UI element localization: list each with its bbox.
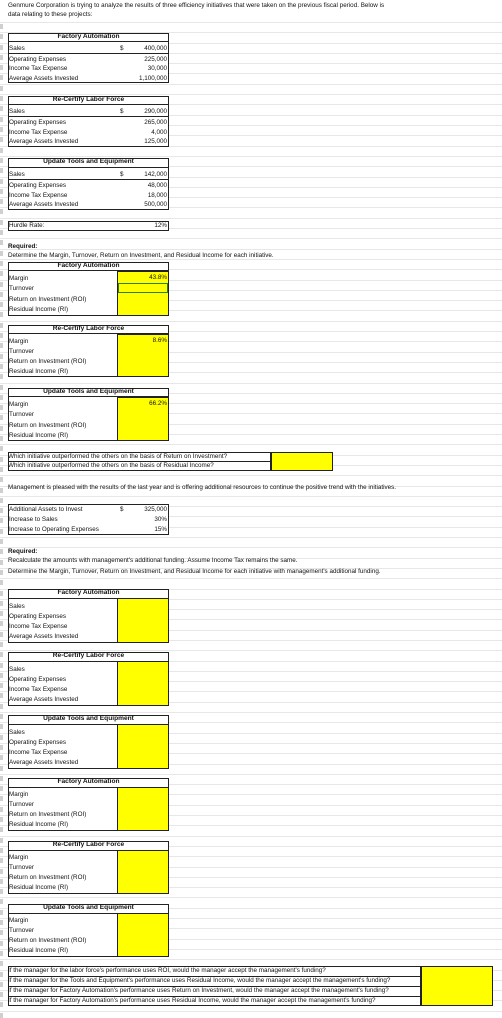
row-marker	[0, 220, 3, 225]
row-marker	[0, 333, 3, 338]
final-question-3: If the manager for Factory Automation's performance uses Return on Investment, would the manager accept the management's funding?	[8, 987, 389, 994]
average-assets-value[interactable]: 125,000	[144, 138, 167, 145]
row-marker	[0, 848, 3, 853]
income-tax-label: Income Tax Expense	[9, 65, 68, 72]
margin-label: Margin	[9, 917, 29, 924]
row-marker	[0, 75, 3, 80]
grid-line	[0, 774, 502, 775]
row-marker	[0, 889, 3, 894]
grid-line	[0, 475, 502, 476]
row-marker	[0, 55, 3, 60]
grid-line	[0, 537, 502, 538]
dollar-sign: $	[120, 108, 124, 115]
update-tools-results-header: Update Tools and Equipment	[43, 388, 134, 395]
average-assets-label: Average Assets Invested	[9, 138, 79, 145]
row-marker	[0, 591, 3, 596]
row-marker	[0, 549, 3, 554]
factory-automation-new-results-header: Factory Automation	[57, 778, 120, 785]
ri-label: Residual Income (RI)	[9, 884, 69, 891]
row-marker	[0, 539, 3, 544]
average-assets-value[interactable]: 500,000	[144, 201, 167, 208]
grid-line	[0, 259, 502, 260]
row-marker	[0, 312, 3, 317]
required-text: Determine the Margin, Turnover, Return on Investment, and Residual Income for each initiative.	[8, 252, 274, 259]
row-marker	[0, 972, 3, 977]
dollar-sign: $	[120, 506, 124, 513]
grid-line	[0, 383, 502, 384]
roi-label: Return on Investment (ROI)	[9, 296, 87, 303]
row-marker	[0, 86, 3, 91]
row-marker	[0, 34, 3, 39]
roi-label: Return on Investment (ROI)	[9, 874, 87, 881]
row-marker	[0, 117, 3, 122]
average-assets-label: Average Assets Invested	[9, 201, 79, 208]
operating-expenses-label: Operating Expenses	[9, 739, 67, 746]
grid-line	[0, 94, 502, 95]
answer-cells-factory-new-results[interactable]	[117, 787, 169, 831]
factory-automation-header: Factory Automation	[57, 33, 120, 40]
row-marker	[0, 827, 3, 832]
average-assets-label: Average Assets Invested	[9, 633, 79, 640]
turnover-label: Turnover	[9, 864, 34, 871]
row-marker	[0, 755, 3, 760]
answer-cells-update-tools-recalc[interactable]	[117, 724, 169, 769]
answer-cells-recertify-new-results[interactable]	[117, 850, 169, 894]
turnover-label: Turnover	[9, 927, 34, 934]
row-marker	[0, 405, 3, 410]
row-marker	[0, 251, 3, 256]
row-marker	[0, 899, 3, 904]
grid-line	[0, 712, 502, 713]
operating-expenses-value[interactable]: 48,000	[147, 182, 167, 189]
factory-automation-results-header: Factory Automation	[57, 262, 120, 269]
grid-line	[0, 547, 502, 548]
grid-line	[0, 249, 502, 250]
additional-assets-value[interactable]: 325,000	[144, 506, 167, 513]
row-marker	[0, 343, 3, 348]
sales-label: Sales	[9, 108, 25, 115]
row-marker	[0, 796, 3, 801]
increase-sales-value[interactable]: 30%	[154, 516, 167, 523]
grid-line	[0, 444, 502, 445]
row-marker	[0, 302, 3, 307]
grid-line	[0, 1011, 502, 1012]
income-tax-value[interactable]: 30,000	[147, 65, 167, 72]
operating-expenses-label: Operating Expenses	[9, 676, 67, 683]
row-marker	[0, 158, 3, 163]
ri-label: Residual Income (RI)	[9, 368, 69, 375]
row-marker	[0, 96, 3, 101]
answer-cells-factory-recalc[interactable]	[117, 598, 169, 643]
row-marker	[0, 982, 3, 987]
answer-cells-recertify-recalc[interactable]	[117, 661, 169, 706]
row-marker	[0, 580, 3, 585]
row-marker	[0, 704, 3, 709]
row-marker	[0, 261, 3, 266]
update-tools-new-results-header: Update Tools and Equipment	[43, 904, 134, 911]
row-marker	[0, 652, 3, 657]
row-marker	[0, 745, 3, 750]
grid-line	[0, 897, 502, 898]
ri-label: Residual Income (RI)	[9, 306, 69, 313]
row-marker	[0, 518, 3, 523]
average-assets-label: Average Assets Invested	[9, 696, 79, 703]
row-marker	[0, 560, 3, 565]
row-marker	[0, 498, 3, 503]
row-marker	[0, 621, 3, 626]
row-marker	[0, 735, 3, 740]
sales-value[interactable]: 142,000	[144, 171, 167, 178]
income-tax-label: Income Tax Expense	[9, 686, 68, 693]
margin-label: Margin	[9, 791, 29, 798]
recertify-labor-results-header: Re-Certify Labor Force	[52, 325, 125, 332]
margin-value[interactable]: 43.8%	[149, 274, 167, 281]
row-marker	[0, 354, 3, 359]
ri-label: Residual Income (RI)	[9, 432, 69, 439]
row-marker	[0, 673, 3, 678]
sales-value[interactable]: 400,000	[144, 45, 167, 52]
row-marker	[0, 786, 3, 791]
intro-line-1: Genmure Corporation is trying to analyze the results of three efficiency initiatives that were taken on the previous fiscal period. Below is	[8, 2, 385, 9]
factory-automation-recalc-header: Factory Automation	[57, 589, 120, 596]
turnover-label: Turnover	[9, 411, 34, 418]
row-marker	[0, 282, 3, 287]
row-marker	[0, 24, 3, 29]
margin-label: Margin	[9, 275, 29, 282]
row-marker	[0, 930, 3, 935]
row-marker	[0, 570, 3, 575]
row-marker	[0, 920, 3, 925]
required-2-line-2: Determine the Margin, Turnover, Return on Investment, and Residual Income for each initiative with management's additional funding.	[8, 568, 381, 575]
row-marker	[0, 395, 3, 400]
row-marker	[0, 869, 3, 874]
increase-opex-label: Increase to Operating Expenses	[9, 526, 99, 533]
operating-expenses-label: Operating Expenses	[9, 613, 67, 620]
row-marker	[0, 148, 3, 153]
row-marker	[0, 817, 3, 822]
operating-expenses-label: Operating Expenses	[9, 56, 67, 63]
row-marker	[0, 292, 3, 297]
margin-label: Margin	[9, 854, 29, 861]
row-marker	[0, 693, 3, 698]
income-tax-label: Income Tax Expense	[9, 129, 68, 136]
income-tax-label: Income Tax Expense	[9, 623, 68, 630]
roi-label: Return on Investment (ROI)	[9, 811, 87, 818]
ri-label: Residual Income (RI)	[9, 947, 69, 954]
grid-line	[0, 650, 502, 651]
row-marker	[0, 611, 3, 616]
margin-value[interactable]: 66.2%	[149, 400, 167, 407]
row-marker	[0, 45, 3, 50]
increase-sales-label: Increase to Sales	[9, 516, 58, 523]
ri-label: Residual Income (RI)	[9, 821, 69, 828]
update-tools-recalc-header: Update Tools and Equipment	[43, 715, 134, 722]
sales-label: Sales	[9, 45, 25, 52]
row-marker	[0, 961, 3, 966]
row-marker	[0, 858, 3, 863]
management-text: Management is pleased with the results of the last year and is offering additional resources to continue the positive trend with the initiatives.	[8, 484, 397, 491]
row-marker	[0, 106, 3, 111]
answer-cells-final-questions[interactable]	[421, 966, 493, 1006]
row-marker	[0, 446, 3, 451]
row-marker	[0, 168, 3, 173]
update-tools-header: Update Tools and Equipment	[43, 158, 134, 165]
row-marker	[0, 663, 3, 668]
row-marker	[0, 426, 3, 431]
row-marker	[0, 385, 3, 390]
operating-expenses-value[interactable]: 225,000	[144, 56, 167, 63]
row-marker	[0, 632, 3, 637]
answer-cells-questions[interactable]	[271, 452, 333, 471]
required-2-line-1: Recalculate the amounts with management's additional funding. Assume Income Tax remains the same.	[8, 557, 298, 564]
grid-line	[0, 218, 502, 219]
recertify-labor-recalc-header: Re-Certify Labor Force	[52, 652, 125, 659]
row-marker	[0, 374, 3, 379]
row-marker	[0, 271, 3, 276]
row-marker	[0, 838, 3, 843]
final-question-2: If the manager for the Tools and Equipment's performance uses Residual Income, would the manager accept the management's funding?	[8, 977, 391, 984]
row-marker	[0, 529, 3, 534]
turnover-label: Turnover	[9, 801, 34, 808]
row-marker	[0, 415, 3, 420]
required-heading: Required:	[8, 243, 38, 250]
income-tax-label: Income Tax Expense	[9, 749, 68, 756]
row-marker	[0, 127, 3, 132]
hurdle-rate-label: Hurdle Rate:	[9, 222, 45, 229]
row-marker	[0, 189, 3, 194]
increase-opex-value[interactable]: 15%	[154, 526, 167, 533]
average-assets-label: Average Assets Invested	[9, 759, 79, 766]
hurdle-rate-value[interactable]: 12%	[154, 222, 167, 229]
grid-line	[0, 836, 502, 837]
margin-value[interactable]: 8.6%	[152, 337, 167, 344]
roi-label: Return on Investment (ROI)	[9, 358, 87, 365]
turnover-label: Turnover	[9, 348, 34, 355]
grid-line	[0, 321, 502, 322]
grid-line	[0, 578, 502, 579]
row-marker	[0, 776, 3, 781]
grid-line	[0, 496, 502, 497]
row-marker	[0, 508, 3, 513]
roi-label: Return on Investment (ROI)	[9, 422, 87, 429]
grid-line	[0, 959, 502, 960]
margin-label: Margin	[9, 338, 29, 345]
operating-expenses-label: Operating Expenses	[9, 182, 67, 189]
intro-line-2: data relating to these projects:	[8, 11, 93, 18]
sales-label: Sales	[9, 729, 25, 736]
row-marker	[0, 714, 3, 719]
question-ri: Which initiative outperformed the others on the basis of Residual Income?	[8, 462, 214, 469]
row-marker	[0, 951, 3, 956]
row-marker	[0, 601, 3, 606]
row-marker	[0, 910, 3, 915]
roi-label: Return on Investment (ROI)	[9, 937, 87, 944]
income-tax-value[interactable]: 4,000	[151, 129, 167, 136]
answer-cells-update-tools-new-results[interactable]	[117, 913, 169, 957]
grid-line	[0, 156, 502, 157]
average-assets-label: Average Assets Invested	[9, 75, 79, 82]
grid-line	[0, 84, 502, 85]
row-marker	[0, 179, 3, 184]
additional-assets-label: Additional Assets to Invest	[9, 506, 83, 513]
sales-label: Sales	[9, 603, 25, 610]
operating-expenses-label: Operating Expenses	[9, 119, 67, 126]
operating-expenses-value[interactable]: 265,000	[144, 119, 167, 126]
recertify-labor-new-results-header: Re-Certify Labor Force	[52, 841, 125, 848]
final-question-4: If the manager for Factory Automation's performance uses Residual Income, would the manager accept the management's funding?	[8, 997, 376, 1004]
margin-label: Margin	[9, 401, 29, 408]
row-marker	[0, 230, 3, 235]
required-heading-2: Required:	[8, 548, 38, 555]
row-marker	[0, 941, 3, 946]
income-tax-label: Income Tax Expense	[9, 192, 68, 199]
row-marker	[0, 724, 3, 729]
sales-label: Sales	[9, 171, 25, 178]
dollar-sign: $	[120, 171, 124, 178]
row-marker	[0, 240, 3, 245]
sales-value[interactable]: 290,000	[144, 108, 167, 115]
row-marker	[0, 209, 3, 214]
row-marker	[0, 477, 3, 482]
final-question-1: If the manager for the labor force's performance uses ROI, would the manager accept the management's funding?	[8, 967, 326, 974]
dollar-sign: $	[120, 45, 124, 52]
row-marker	[0, 65, 3, 70]
row-marker	[0, 683, 3, 688]
turnover-label: Turnover	[9, 285, 34, 292]
question-roi: Which initiative outperformed the others on the basis of Return on Investment?	[8, 453, 228, 460]
sales-label: Sales	[9, 666, 25, 673]
row-marker	[0, 488, 3, 493]
row-marker	[0, 879, 3, 884]
row-marker	[0, 807, 3, 812]
income-tax-value[interactable]: 18,000	[147, 192, 167, 199]
average-assets-value[interactable]: 1,100,000	[138, 75, 167, 82]
row-marker	[0, 436, 3, 441]
row-marker	[0, 199, 3, 204]
row-marker	[0, 364, 3, 369]
row-marker	[0, 642, 3, 647]
grid-line	[0, 238, 502, 239]
row-marker	[0, 1002, 3, 1007]
row-marker	[0, 323, 3, 328]
selected-cell[interactable]	[118, 283, 168, 293]
row-marker	[0, 992, 3, 997]
row-marker	[0, 457, 3, 462]
row-marker	[0, 766, 3, 771]
recertify-labor-header: Re-Certify Labor Force	[52, 96, 125, 103]
row-marker	[0, 137, 3, 142]
grid-line	[0, 22, 502, 23]
row-marker	[0, 467, 3, 472]
